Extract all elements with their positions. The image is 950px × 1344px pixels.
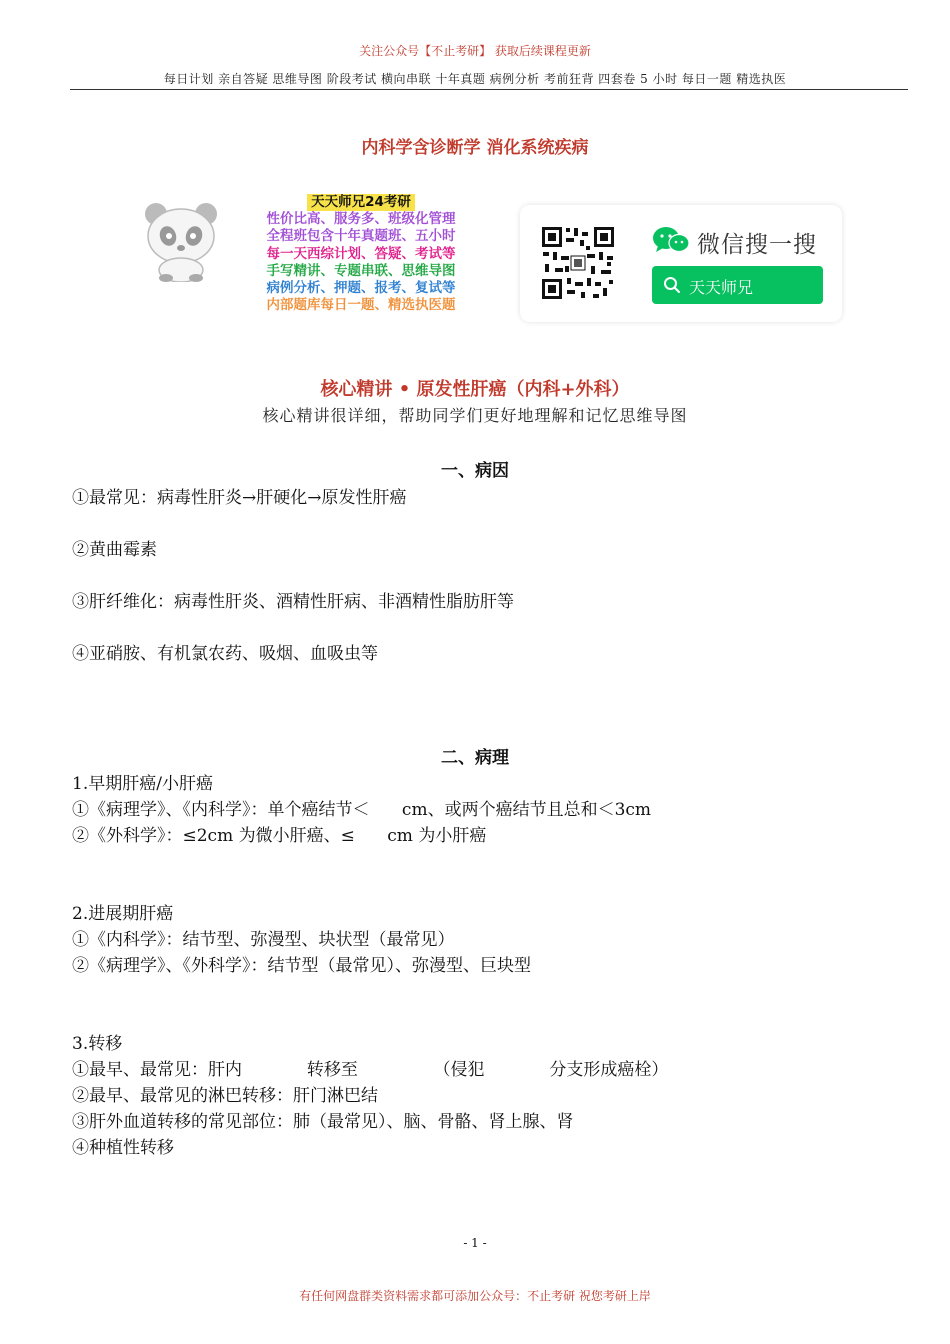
section-title: 核心精讲 • 原发性肝癌（内科+外科） — [320, 379, 630, 400]
bottom-notice: 有任何网盘群类资料需求都可添加公众号：不止考研 祝您考研上岸 — [299, 1289, 651, 1303]
wechat-search-box[interactable] — [652, 266, 823, 304]
metastasis-line: ①最早、最常见：肝内 转移至 （侵犯 分支形成癌栓） — [72, 1060, 669, 1080]
metastasis-line: ②最早、最常见的淋巴转移：肝门淋巴结 — [72, 1086, 378, 1106]
etiology-item: ②黄曲霉素 — [72, 540, 157, 560]
early-cancer-line: ②《外科学》：≤2cm 为微小肝癌、≤ cm 为小肝癌 — [72, 826, 487, 846]
advanced-cancer-line: ①《内科学》：结节型、弥漫型、块状型（最常见） — [72, 930, 455, 950]
wechat-icon — [652, 226, 690, 254]
early-cancer-line: ①《病理学》、《内科学》：单个癌结节＜ cm、或两个癌结节且总和＜3cm — [72, 800, 652, 820]
metastasis-title: 3.转移 — [72, 1034, 123, 1054]
metastasis-line: ③肝外血道转移的常见部位：肺（最常见）、脑、骨骼、肾上腺、肾 — [72, 1112, 574, 1132]
header-divider — [70, 89, 908, 90]
heading-etiology: 一、病因 — [441, 461, 509, 481]
wechat-search-label: 微信搜一搜 — [697, 232, 817, 258]
section-subtitle: 核心精讲很详细，帮助同学们更好地理解和记忆思维导图 — [262, 406, 688, 425]
promo-line: 手写精讲、专题串联、思维导图 — [266, 262, 456, 279]
promo-line: 全程班包含十年真题班、五小时 — [266, 228, 456, 245]
etiology-item: ④亚硝胺、有机氯农药、吸烟、血吸虫等 — [72, 644, 378, 664]
qr-code-icon[interactable] — [541, 226, 615, 300]
search-icon — [663, 276, 681, 294]
promo-line: 内部题库每日一题、精选执医题 — [266, 297, 456, 314]
promo-text-block — [246, 194, 476, 314]
advanced-cancer-line: ②《病理学》、《外科学》：结节型（最常见）、弥漫型、巨块型 — [72, 956, 531, 976]
promo-headline: 天天师兄24考研 — [307, 194, 415, 211]
etiology-item: ①最常见：病毒性肝炎→肝硬化→原发性肝癌 — [72, 488, 407, 508]
promo-line: 性价比高、服务多、班级化管理 — [266, 211, 456, 228]
page-number: - 1 - — [463, 1236, 487, 1250]
wechat-account-name: 天天师兄 — [689, 278, 754, 297]
heading-pathology: 二、病理 — [441, 748, 509, 768]
top-notice: 关注公众号【不止考研】 获取后续课程更新 — [359, 44, 591, 58]
document-title: 内科学含诊断学 消化系统疾病 — [361, 138, 589, 158]
metastasis-line: ④种植性转移 — [72, 1138, 174, 1158]
promo-line: 病例分析、押题、报考、复试等 — [266, 280, 456, 297]
etiology-item: ③肝纤维化：病毒性肝炎、酒精性肝病、非酒精性脂肪肝等 — [72, 592, 514, 612]
promo-line: 每一天西综计划、答疑、考试等 — [266, 245, 456, 262]
advanced-cancer-title: 2.进展期肝癌 — [72, 904, 174, 924]
early-cancer-title: 1.早期肝癌/小肝癌 — [72, 774, 213, 794]
top-nav-features: 每日计划 亲自答疑 思维导图 阶段考试 横向串联 十年真题 病例分析 考前狂背 四套卷 5 小时 每日一题 精选执医 — [163, 72, 787, 86]
panda-icon — [136, 200, 226, 282]
